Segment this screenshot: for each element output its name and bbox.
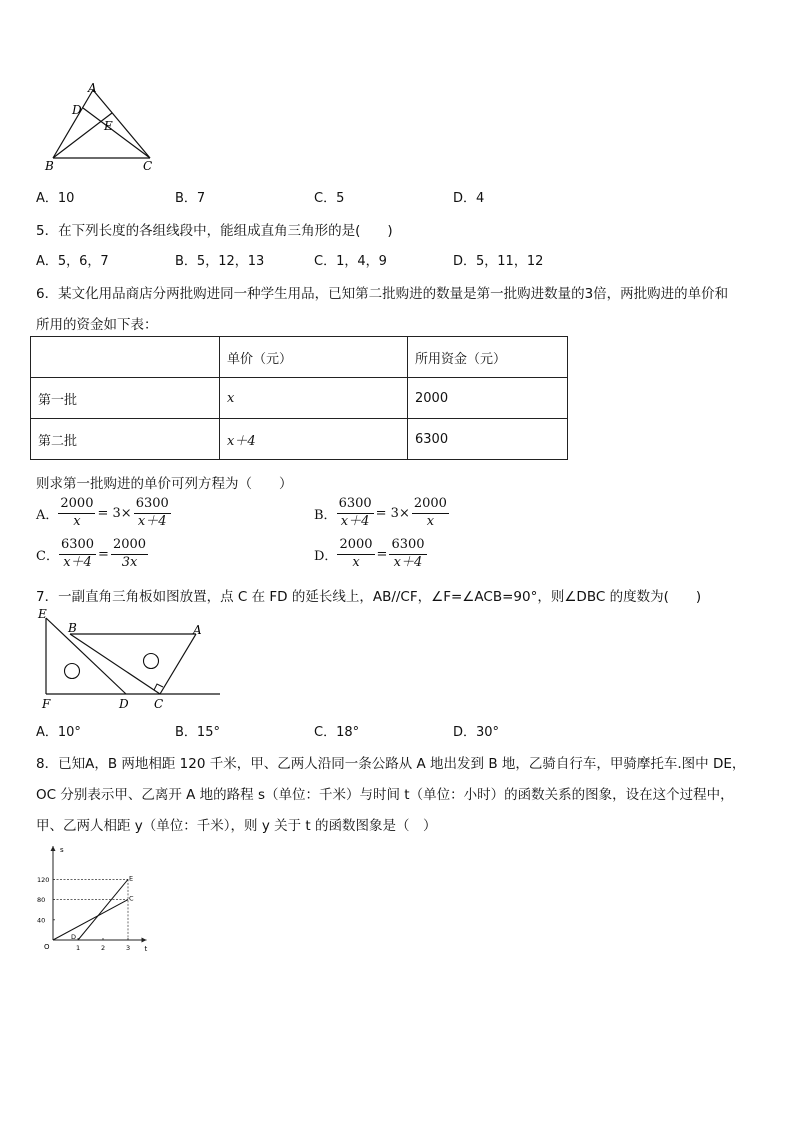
denominator: x xyxy=(352,554,360,570)
q8-stem-line1: 8．已知A，B 两地相距 120 千米，甲、乙两人沿同一条公路从 A 地出发到 B 地，乙骑自行车，甲骑摩托车.图中 DE， xyxy=(36,756,746,772)
q5-option-b[interactable]: B．5，12，13 xyxy=(175,254,265,269)
option-label: B． xyxy=(314,507,337,523)
table-cell: 6300 xyxy=(408,419,568,460)
q5-option-a[interactable]: A．5，6，7 xyxy=(36,254,109,269)
x-axis-arrow xyxy=(142,938,147,943)
denominator: x＋4 xyxy=(340,513,370,529)
fraction xyxy=(134,497,171,530)
operator: = 3× xyxy=(375,505,410,521)
q6-option-a[interactable] xyxy=(36,497,171,530)
point-a-label: A xyxy=(193,623,202,637)
x-tick-label: 2 xyxy=(101,944,106,952)
y-axis-label: s xyxy=(60,846,64,854)
option-label: D． xyxy=(314,548,338,564)
q7-option-c[interactable]: C．18° xyxy=(314,725,360,740)
q5-stem: 5．在下列长度的各组线段中，能组成直角三角形的是( ) xyxy=(36,223,393,239)
denominator: x xyxy=(73,513,81,529)
numerator: 6300 xyxy=(134,497,171,514)
table-row xyxy=(31,378,568,419)
point-f-label: F xyxy=(42,697,51,711)
x-axis-label: t xyxy=(144,945,148,953)
series-end-label: C xyxy=(129,894,134,903)
series-line-de xyxy=(78,879,128,940)
series-start-label: D xyxy=(71,933,77,941)
q4-option-c[interactable]: C．5 xyxy=(314,191,345,206)
q6-option-c[interactable] xyxy=(36,538,148,571)
y-tick-label: 40 xyxy=(37,916,46,925)
numerator: 6300 xyxy=(389,538,426,555)
denominator: x＋4 xyxy=(393,554,423,570)
operator: = xyxy=(376,546,388,562)
table-cell: 第二批 xyxy=(31,419,220,460)
vertex-a-label: A xyxy=(88,81,97,95)
table-cell: 2000 xyxy=(408,378,568,419)
table-header-cell: 所用资金（元） xyxy=(408,337,568,378)
q7-option-a[interactable]: A．10° xyxy=(36,725,81,740)
fraction xyxy=(337,538,374,571)
q8-stem-line2: OC 分别表示甲、乙离开 A 地的路程 s（单位：千米）与时间 t（单位：小时）的函数关系的图象，设在这个过程中， xyxy=(36,787,734,803)
operator: = 3× xyxy=(97,505,132,521)
numerator: 2000 xyxy=(412,497,449,514)
numerator: 6300 xyxy=(337,497,374,514)
fraction xyxy=(389,538,426,571)
point-e-label: E xyxy=(38,607,47,621)
fraction xyxy=(58,497,95,530)
table-header-cell xyxy=(31,337,220,378)
q6-stem-line2: 所用的资金如下表： xyxy=(36,317,158,333)
denominator: 3x xyxy=(121,554,138,570)
q4-option-a[interactable]: A．10 xyxy=(36,191,75,206)
y-axis-arrow xyxy=(51,846,56,851)
distance-time-chart xyxy=(30,840,170,962)
point-b-label: B xyxy=(68,621,77,635)
vertex-c-label: C xyxy=(143,159,153,173)
series-end-label: E xyxy=(129,874,134,883)
fraction xyxy=(412,497,449,530)
point-d-label: D xyxy=(119,697,129,711)
table-header-cell: 单价（元） xyxy=(220,337,408,378)
denominator: x＋4 xyxy=(137,513,167,529)
fraction xyxy=(59,538,96,571)
fraction xyxy=(337,497,374,530)
triangle-figure-q4 xyxy=(40,80,170,175)
q4-option-d[interactable]: D．4 xyxy=(453,191,485,206)
vertex-e-label: E xyxy=(104,119,113,133)
q7-option-d[interactable]: D．30° xyxy=(453,725,500,740)
q6-ask: 则求第一批购进的单价可列方程为（ ） xyxy=(36,476,293,492)
q6-option-b[interactable] xyxy=(314,497,449,530)
point-c-label: C xyxy=(154,697,164,711)
y-tick-label: 120 xyxy=(37,875,50,884)
series-line-oc xyxy=(53,900,128,940)
numerator: 2000 xyxy=(337,538,374,555)
table-cell: 第一批 xyxy=(31,378,220,419)
origin-label: O xyxy=(44,943,50,951)
table-cell: x xyxy=(220,378,408,419)
q8-stem-line3: 甲、乙两人相距 y（单位：千米），则 y 关于 t 的函数图象是（ ） xyxy=(36,818,437,834)
fraction xyxy=(111,538,148,571)
q6-option-d[interactable] xyxy=(314,538,427,571)
q5-option-d[interactable]: D．5，11，12 xyxy=(453,254,544,269)
vertex-b-label: B xyxy=(45,159,54,173)
q7-option-b[interactable]: B．15° xyxy=(175,725,220,740)
denominator: x＋4 xyxy=(63,554,92,570)
option-label: C． xyxy=(36,548,59,564)
q4-option-b[interactable]: B．7 xyxy=(175,191,206,206)
set-squares-figure-q7 xyxy=(34,604,226,714)
numerator: 2000 xyxy=(111,538,148,555)
numerator: 2000 xyxy=(58,497,95,514)
table-row xyxy=(31,419,568,460)
q7-stem: 7．一副直角三角板如图放置，点 C 在 FD 的延长线上，AB//CF，∠F=∠ACB=90°，则∠DBC 的度数为( ) xyxy=(36,589,702,605)
option-label: A． xyxy=(36,507,59,523)
table-cell: x＋4 xyxy=(220,419,408,460)
x-tick-label: 1 xyxy=(76,944,81,952)
vertex-d-label: D xyxy=(72,103,82,117)
table-header-row xyxy=(31,337,568,378)
numerator: 6300 xyxy=(59,538,96,555)
operator: = xyxy=(98,546,109,562)
x-tick-label: 3 xyxy=(126,944,131,952)
q5-option-c[interactable]: C．1，4，9 xyxy=(314,254,387,269)
q6-stem-line1: 6．某文化用品商店分两批购进同一种学生用品，已知第二批购进的数量是第一批购进数量的3倍，两批购进的单价和 xyxy=(36,286,729,302)
y-tick-label: 80 xyxy=(37,896,46,905)
price-table xyxy=(30,336,568,460)
denominator: x xyxy=(426,513,435,529)
